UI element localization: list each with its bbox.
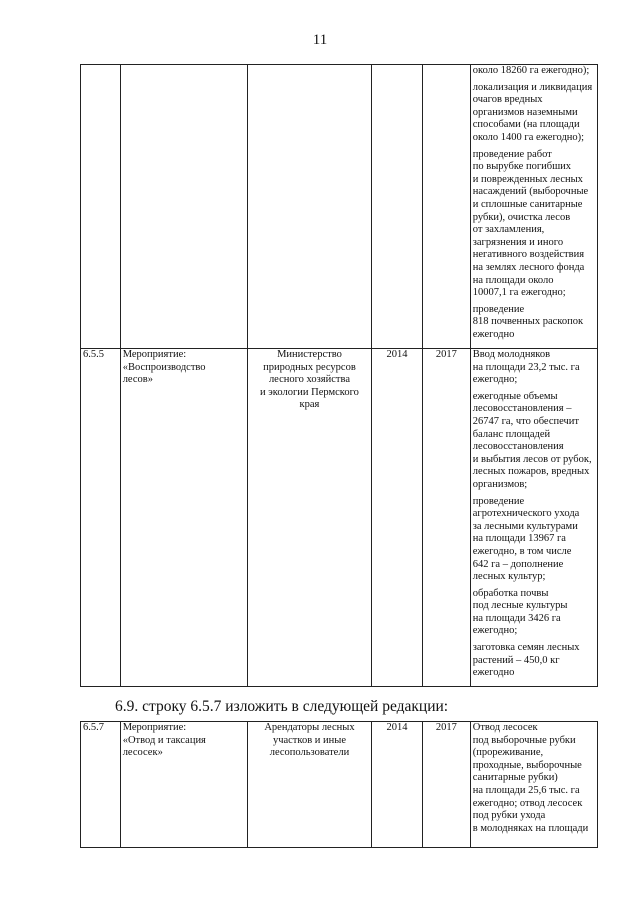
result-item: ежегодные объемы лесовосстановления – 26747 га, что обеспечит баланс площадей лесовосстановления и выбытия лесов от рубок, лесных пожаров, вредных организмов; bbox=[472, 390, 592, 490]
result-item: заготовка семян лесных растений – 450,0 кг ежегодно bbox=[472, 642, 580, 679]
amendment-instruction: 6.9. строку 6.5.7 изложить в следующей редакции: bbox=[115, 698, 449, 715]
result-item: проведение агротехнического ухода за лесными культурами на площади 13967 га ежегодно, в том числе 642 га – дополнение лесных культур; bbox=[472, 495, 580, 583]
activity-name: Мероприятие: «Отвод и таксация лесосек» bbox=[120, 722, 247, 848]
cell-number-empty bbox=[81, 65, 121, 349]
result-item: проведение работ по вырубке погибших и поврежденных лесных насаждений (выборочные и сплошные санитарные рубки), очистка лесов от захламления, загрязнения и иного негативного воздействия на землях лесного фонда на площади около 10007,1 га ежегодно; bbox=[472, 148, 589, 299]
table-row-continued bbox=[81, 65, 598, 349]
table-row-6-5-5 bbox=[81, 349, 598, 687]
result-item: проведение 818 почвенных раскопок ежегодно bbox=[472, 303, 584, 340]
cell-year-end-empty bbox=[422, 65, 470, 349]
cell-results bbox=[470, 65, 597, 349]
result-item: локализация и ликвидация очагов вредных организмов наземными способами (на площади около 1400 га ежегодно); bbox=[472, 81, 593, 143]
row-number: 6.5.5 bbox=[81, 349, 121, 687]
page-number: 11 bbox=[312, 32, 328, 48]
cell-results bbox=[470, 349, 597, 687]
activities-table-continued bbox=[80, 64, 598, 687]
result-item: Ввод молодняков на площади 23,2 тыс. га ежегодно; bbox=[472, 349, 580, 386]
cell-year-start-empty bbox=[372, 65, 423, 349]
year-start: 2014 bbox=[372, 722, 423, 848]
result-item: обработка почвы под лесные культуры на площади 3426 га ежегодно; bbox=[472, 587, 568, 637]
year-start: 2014 bbox=[372, 349, 423, 687]
activities-table-amended bbox=[80, 721, 598, 848]
activity-name: Мероприятие: «Воспроизводство лесов» bbox=[120, 349, 247, 687]
year-end: 2017 bbox=[422, 349, 470, 687]
result-item: около 18260 га ежегодно); bbox=[472, 65, 590, 76]
executor: Министерство природных ресурсов лесного хозяйства и экологии Пермского края bbox=[247, 349, 371, 687]
cell-name-empty bbox=[120, 65, 247, 349]
cell-results bbox=[470, 722, 597, 848]
cell-executor-empty bbox=[247, 65, 371, 349]
year-end: 2017 bbox=[422, 722, 470, 848]
result-item: Отвод лесосек под выборочные рубки (прореживание, проходные, выборочные санитарные рубки) на площади 25,6 тыс. га ежегодно; отвод лесосек под рубки ухода в молодняках на площади bbox=[472, 722, 589, 834]
row-number: 6.5.7 bbox=[81, 722, 121, 848]
executor: Арендаторы лесных участков и иные лесопользователи bbox=[247, 722, 371, 848]
table-row-6-5-7 bbox=[81, 722, 598, 848]
